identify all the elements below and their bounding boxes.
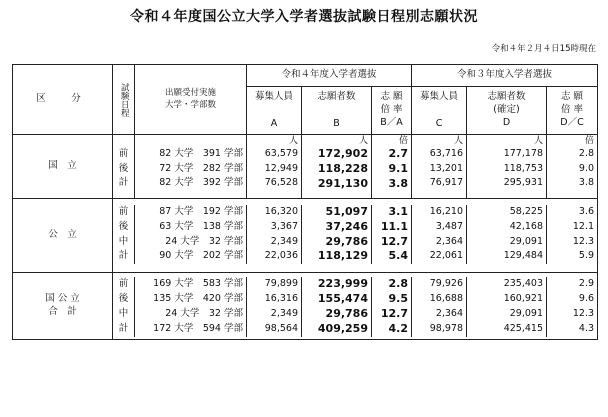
bairitsu-r3-header: 志 願 倍 率 D／C: [547, 87, 598, 135]
date-stamp: 令和４年２月４日15時現在: [491, 44, 596, 54]
group-label-national: 国 立: [13, 135, 113, 199]
table-row: 後 72 大学 282 学部 12,949 118,228 9.1 13,201 118,753 9.0: [13, 162, 598, 177]
table-row: 計 90 大学 202 学部 22,036 118,129 5.4 22,061 129,484 5.9: [13, 249, 598, 264]
shigan-r3-header: 志願者数 (確定) D: [467, 87, 547, 135]
table-row: 中 24 大学 32 学部 2,349 29,786 12.7 2,364 29,091 12.3: [13, 307, 598, 322]
table-row: 計 172 大学 594 学部 98,564 409,259 4.2 98,978 425,415 4.3: [13, 322, 598, 337]
table-row: 後 135 大学 420 学部 16,316 155,474 9.5 16,688 160,921 9.6: [13, 292, 598, 307]
table-row: 後 63 大学 138 学部 3,367 37,246 11.1 3,487 42,168 12.1: [13, 220, 598, 235]
accept-header: 出願受付実施 大学・学部数: [135, 65, 247, 135]
table-row: 前 169 大学 583 学部 79,899 223,999 2.8 79,926 235,403 2.9: [13, 277, 598, 292]
boshu-r3-header: 募集人員 C: [412, 87, 467, 135]
application-status-table: [12, 64, 598, 340]
section-header: 区 分: [13, 65, 113, 135]
shigan-header: 志願者数 B: [302, 87, 372, 135]
table-row: 計 82 大学 392 学部 76,528 291,130 3.8 76,917 295,931 3.8: [13, 177, 598, 199]
table-row: 国 立 人 人 倍 人 人 倍: [13, 135, 598, 148]
group-label-public: 公 立: [13, 199, 113, 273]
r4-header: 令和４年度入学者選抜: [247, 65, 412, 87]
page-title: 令和４年度国公立大学入学者選抜試験日程別志願状況: [130, 9, 478, 25]
table-row: 前 87 大学 192 学部 16,320 51,097 3.1 16,210 58,225 3.6: [13, 205, 598, 220]
r3-header: 令和３年度入学者選抜: [412, 65, 598, 87]
table-row: 中 24 大学 32 学部 2,349 29,786 12.7 2,364 29,091 12.3: [13, 235, 598, 250]
table-row: 前 82 大学 391 学部 63,579 172,902 2.7 63,716 177,178 2.8: [13, 147, 598, 162]
boshu-header: 募集人員 A: [247, 87, 302, 135]
schedule-header: 試験日程: [113, 65, 135, 135]
group-label-total: 国 公 立 合 計: [13, 273, 113, 339]
bairitsu-header: 志 願 倍 率 B／A: [372, 87, 412, 135]
